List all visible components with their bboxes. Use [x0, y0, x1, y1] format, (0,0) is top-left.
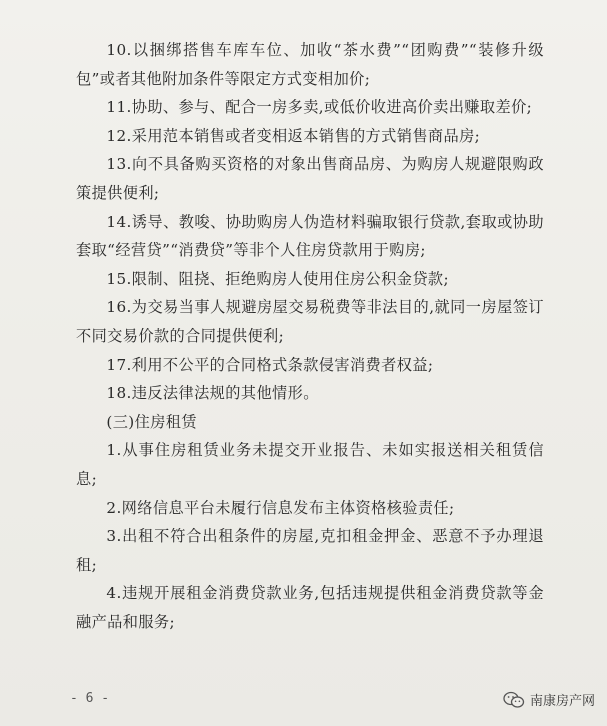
list-item: 15.限制、阻挠、拒绝购房人使用住房公积金贷款; [106, 269, 450, 288]
list-item: 4.违规开展租金消费贷款业务,包括违规提供租金消费贷款等金融产品和服务; [76, 584, 544, 631]
list-item: 18.违反法律法规的其他情形。 [106, 384, 319, 403]
list-item: 11.协助、参与、配合一房多卖,或低价收进高价卖出赚取差价; [106, 98, 533, 117]
list-item: 3.出租不符合出租条件的房屋,克扣租金押金、恶意不予办理退租; [76, 527, 544, 574]
list-item: 2.网络信息平台未履行信息发布主体资格核验责任; [106, 498, 455, 517]
list-item: 13.向不具备购买资格的对象出售商品房、为购房人规避限购政策提供便利; [76, 155, 544, 202]
watermark-text: 南康房产网 [529, 694, 595, 709]
list-item: 12.采用范本销售或者变相返本销售的方式销售商品房; [106, 126, 481, 145]
section-heading: (三)住房租赁 [106, 412, 197, 431]
wechat-icon [503, 691, 525, 709]
document-body [76, 36, 544, 636]
list-item: 17.利用不公平的合同格式条款侵害消费者权益; [106, 355, 434, 374]
list-item: 1.从事住房租赁业务未提交开业报告、未如实报送相关租赁信息; [76, 441, 544, 488]
list-item: 16.为交易当事人规避房屋交易税费等非法目的,就同一房屋签订不同交易价款的合同提供便利; [76, 298, 544, 345]
list-item: 14.诱导、教唆、协助购房人伪造材料骗取银行贷款,套取或协助套取“经营贷”“消费贷”等非个人住房贷款用于购房; [76, 212, 544, 260]
source-watermark [503, 690, 595, 709]
list-item: 10.以捆绑搭售车库车位、加收“茶水费”“团购费”“装修升级包”或者其他附加条件等限定方式变相加价; [76, 41, 544, 88]
page-number: - 6 - [70, 691, 110, 706]
